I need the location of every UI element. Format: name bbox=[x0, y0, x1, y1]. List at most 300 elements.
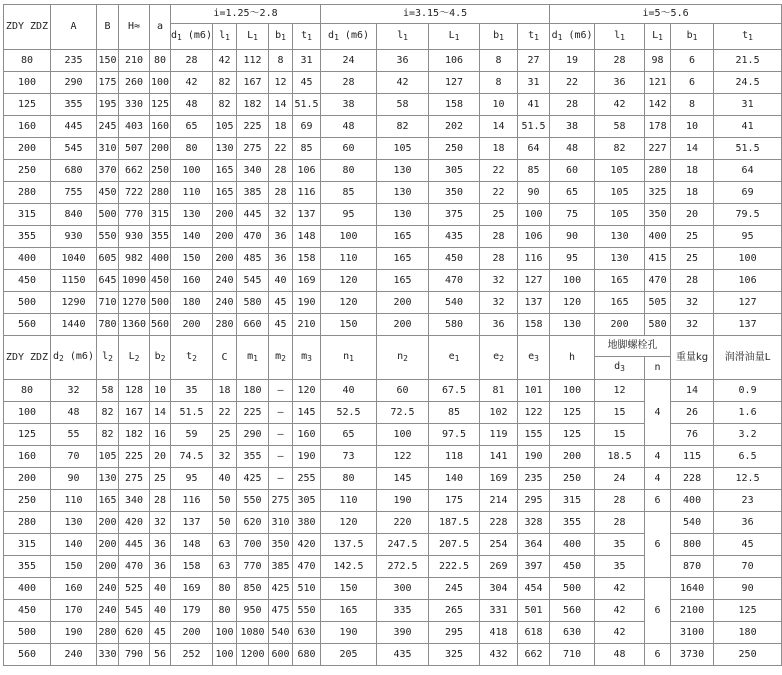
table-cell: 12 bbox=[595, 380, 645, 402]
table-cell: 28 bbox=[150, 490, 171, 512]
table-cell: 28 bbox=[595, 490, 645, 512]
lower-col-header: h bbox=[550, 336, 595, 380]
table-cell: 560 bbox=[150, 314, 171, 336]
table-cell: 200 bbox=[4, 468, 51, 490]
bolt-count-cell: 4 bbox=[645, 446, 671, 468]
table-cell: 662 bbox=[518, 644, 550, 666]
table-cell: 36 bbox=[714, 512, 782, 534]
table-cell: 116 bbox=[293, 182, 321, 204]
table-cell: 116 bbox=[171, 490, 213, 512]
table-cell: 31 bbox=[293, 50, 321, 72]
table-cell: 85 bbox=[429, 402, 480, 424]
table-cell: 200 bbox=[97, 556, 119, 578]
table-cell: 24 bbox=[321, 50, 377, 72]
table-cell: 160 bbox=[4, 116, 51, 138]
table-cell: 400 bbox=[550, 534, 595, 556]
table-cell: 116 bbox=[518, 248, 550, 270]
table-cell: 214 bbox=[480, 490, 518, 512]
table-cell: 1040 bbox=[51, 248, 97, 270]
table-cell: 950 bbox=[237, 600, 269, 622]
table-cell: 10 bbox=[150, 380, 171, 402]
table-cell: 330 bbox=[119, 94, 150, 116]
table-cell: 80 bbox=[213, 600, 237, 622]
table-cell: 202 bbox=[429, 116, 480, 138]
table-cell: 32 bbox=[269, 204, 293, 226]
lower-col-header: $m_2$ bbox=[269, 336, 293, 380]
table-cell: 397 bbox=[518, 556, 550, 578]
table-cell: 15 bbox=[595, 424, 645, 446]
table-cell: 660 bbox=[237, 314, 269, 336]
lower-table-row bbox=[4, 644, 782, 666]
table-cell: 72.5 bbox=[377, 402, 429, 424]
upper-sub-header: $t_1$ bbox=[293, 24, 321, 50]
table-cell: 255 bbox=[293, 468, 321, 490]
table-cell: 200 bbox=[377, 314, 429, 336]
table-cell: 122 bbox=[377, 446, 429, 468]
table-cell: 245 bbox=[429, 578, 480, 600]
table-cell: 3.2 bbox=[714, 424, 782, 446]
table-cell: 710 bbox=[550, 644, 595, 666]
table-cell: 560 bbox=[550, 600, 595, 622]
bolt-count-cell: 4 bbox=[645, 380, 671, 446]
upper-sub-header: $b_1$ bbox=[269, 24, 293, 50]
ratio-group-header: i=1.25～2.8 bbox=[171, 5, 321, 24]
table-cell: 120 bbox=[550, 292, 595, 314]
table-cell: 105 bbox=[213, 116, 237, 138]
table-cell: 450 bbox=[150, 270, 171, 292]
table-cell: 28 bbox=[550, 94, 595, 116]
table-cell: 1640 bbox=[671, 578, 714, 600]
table-cell: 158 bbox=[429, 94, 480, 116]
table-cell: 190 bbox=[51, 622, 97, 644]
table-cell: 1080 bbox=[237, 622, 269, 644]
foot-bolt-header: 地脚螺栓孔 bbox=[595, 336, 671, 357]
bolt-count-cell: 6 bbox=[645, 644, 671, 666]
upper-sub-header: $d_1$ (m6) bbox=[171, 24, 213, 50]
table-cell: 105 bbox=[595, 182, 645, 204]
table-cell: 315 bbox=[4, 534, 51, 556]
table-cell: 80 bbox=[4, 380, 51, 402]
table-cell: 137.5 bbox=[321, 534, 377, 556]
table-cell: 85 bbox=[293, 138, 321, 160]
table-cell: 51.5 bbox=[293, 94, 321, 116]
table-cell: 507 bbox=[119, 138, 150, 160]
table-cell: 160 bbox=[4, 446, 51, 468]
table-cell: 64 bbox=[518, 138, 550, 160]
table-cell: 380 bbox=[293, 512, 321, 534]
table-cell: 158 bbox=[171, 556, 213, 578]
upper-table-row bbox=[4, 182, 782, 204]
table-cell: 200 bbox=[377, 292, 429, 314]
table-cell: 100 bbox=[171, 160, 213, 182]
upper-table-row bbox=[4, 270, 782, 292]
table-cell: 140 bbox=[51, 534, 97, 556]
table-cell: 105 bbox=[97, 446, 119, 468]
table-cell: 1090 bbox=[119, 270, 150, 292]
upper-sub-header: $d_1$ (m6) bbox=[321, 24, 377, 50]
bolt-count-cell: 6 bbox=[645, 490, 671, 512]
table-cell: 290 bbox=[237, 424, 269, 446]
table-cell: 400 bbox=[4, 578, 51, 600]
table-cell: 148 bbox=[171, 534, 213, 556]
table-cell: 328 bbox=[518, 512, 550, 534]
upper-sub-header: $L_1$ bbox=[237, 24, 269, 50]
table-cell: 100 bbox=[321, 226, 377, 248]
table-cell: 140 bbox=[171, 226, 213, 248]
upper-table-row bbox=[4, 314, 782, 336]
table-cell: 304 bbox=[480, 578, 518, 600]
table-cell: 235 bbox=[51, 50, 97, 72]
table-cell: 80 bbox=[213, 578, 237, 600]
table-cell: 82 bbox=[213, 72, 237, 94]
table-cell: 18 bbox=[671, 160, 714, 182]
table-cell: 250 bbox=[4, 490, 51, 512]
table-cell: 28 bbox=[480, 226, 518, 248]
table-cell: 28 bbox=[671, 270, 714, 292]
table-cell: 100 bbox=[213, 622, 237, 644]
table-cell: 100 bbox=[213, 644, 237, 666]
upper-sub-header: $t_1$ bbox=[714, 24, 782, 50]
table-cell: 6 bbox=[671, 72, 714, 94]
table-cell: 82 bbox=[97, 402, 119, 424]
table-cell: 65 bbox=[550, 182, 595, 204]
table-cell: 400 bbox=[645, 226, 671, 248]
table-cell: 435 bbox=[429, 226, 480, 248]
table-cell: 169 bbox=[480, 468, 518, 490]
table-cell: 32 bbox=[480, 270, 518, 292]
table-cell: 50 bbox=[213, 512, 237, 534]
table-cell: 330 bbox=[97, 644, 119, 666]
table-cell: 95 bbox=[321, 204, 377, 226]
table-cell: 375 bbox=[429, 204, 480, 226]
table-cell: 770 bbox=[237, 556, 269, 578]
table-cell: 120 bbox=[321, 270, 377, 292]
table-cell: 200 bbox=[550, 446, 595, 468]
table-cell: 505 bbox=[645, 292, 671, 314]
table-cell: 28 bbox=[321, 72, 377, 94]
upper-table-row bbox=[4, 248, 782, 270]
table-cell: 930 bbox=[119, 226, 150, 248]
lower-col-header: $L_2$ bbox=[119, 336, 150, 380]
table-cell: 305 bbox=[293, 490, 321, 512]
table-cell: 400 bbox=[671, 490, 714, 512]
table-cell: 42 bbox=[377, 72, 429, 94]
table-cell: 45 bbox=[269, 292, 293, 314]
table-cell: 500 bbox=[97, 204, 119, 226]
table-cell: 42 bbox=[213, 50, 237, 72]
table-cell: 290 bbox=[51, 72, 97, 94]
table-cell: 280 bbox=[4, 512, 51, 534]
lower-table-row bbox=[4, 578, 782, 600]
table-cell: 125 bbox=[714, 600, 782, 622]
table-cell: 500 bbox=[4, 292, 51, 314]
table-cell: 205 bbox=[321, 644, 377, 666]
table-cell: 210 bbox=[293, 314, 321, 336]
table-cell: 240 bbox=[51, 644, 97, 666]
table-cell: 42 bbox=[595, 622, 645, 644]
table-cell: 150 bbox=[171, 248, 213, 270]
table-cell: 620 bbox=[237, 512, 269, 534]
table-cell: 269 bbox=[480, 556, 518, 578]
table-cell: 125 bbox=[150, 94, 171, 116]
table-cell: 470 bbox=[237, 226, 269, 248]
table-cell: 137 bbox=[293, 204, 321, 226]
table-cell: 65 bbox=[171, 116, 213, 138]
table-cell: 18 bbox=[480, 138, 518, 160]
table-cell: 45 bbox=[293, 72, 321, 94]
table-cell: 32 bbox=[51, 380, 97, 402]
table-cell: 63 bbox=[213, 556, 237, 578]
table-cell: 32 bbox=[213, 446, 237, 468]
table-cell: 100 bbox=[4, 402, 51, 424]
table-cell: 8 bbox=[269, 50, 293, 72]
table-cell: 14 bbox=[269, 94, 293, 116]
table-cell: 475 bbox=[269, 600, 293, 622]
table-cell: — bbox=[269, 424, 293, 446]
table-cell: 36 bbox=[269, 248, 293, 270]
table-cell: — bbox=[269, 402, 293, 424]
table-cell: 16 bbox=[150, 424, 171, 446]
table-cell: 82 bbox=[595, 138, 645, 160]
table-cell: 102 bbox=[480, 402, 518, 424]
table-cell: 32 bbox=[480, 292, 518, 314]
table-cell: 680 bbox=[51, 160, 97, 182]
table-cell: 115 bbox=[671, 446, 714, 468]
table-cell: 41 bbox=[714, 116, 782, 138]
table-cell: 350 bbox=[429, 182, 480, 204]
table-cell: 165 bbox=[213, 182, 237, 204]
table-cell: 305 bbox=[429, 160, 480, 182]
table-cell: 15 bbox=[595, 402, 645, 424]
table-cell: 355 bbox=[4, 556, 51, 578]
table-cell: 260 bbox=[119, 72, 150, 94]
table-cell: 210 bbox=[119, 50, 150, 72]
table-cell: 8 bbox=[480, 50, 518, 72]
table-cell: 28 bbox=[269, 182, 293, 204]
table-cell: 80 bbox=[4, 50, 51, 72]
table-cell: 364 bbox=[518, 534, 550, 556]
table-cell: 190 bbox=[321, 622, 377, 644]
table-cell: 26 bbox=[671, 402, 714, 424]
table-cell: 52.5 bbox=[321, 402, 377, 424]
table-cell: 32 bbox=[150, 512, 171, 534]
table-cell: 130 bbox=[377, 160, 429, 182]
upper-col-header: H≈ bbox=[119, 5, 150, 50]
table-cell: 63 bbox=[213, 534, 237, 556]
upper-sub-header: $l_1$ bbox=[213, 24, 237, 50]
table-cell: 195 bbox=[97, 94, 119, 116]
table-cell: 38 bbox=[550, 116, 595, 138]
table-cell: 227 bbox=[645, 138, 671, 160]
table-cell: 14 bbox=[671, 138, 714, 160]
table-cell: 200 bbox=[213, 226, 237, 248]
table-cell: 275 bbox=[119, 468, 150, 490]
upper-col-header: A bbox=[51, 5, 97, 50]
table-cell: 22 bbox=[480, 182, 518, 204]
table-cell: 1290 bbox=[51, 292, 97, 314]
table-cell: 680 bbox=[293, 644, 321, 666]
table-cell: 1.6 bbox=[714, 402, 782, 424]
table-cell: 580 bbox=[237, 292, 269, 314]
table-cell: 450 bbox=[429, 248, 480, 270]
table-cell: 25 bbox=[213, 424, 237, 446]
table-cell: 22 bbox=[480, 160, 518, 182]
table-cell: 35 bbox=[595, 556, 645, 578]
table-cell: 121 bbox=[645, 72, 671, 94]
table-cell: 500 bbox=[150, 292, 171, 314]
table-cell: 310 bbox=[97, 138, 119, 160]
table-cell: 40 bbox=[269, 270, 293, 292]
table-cell: 385 bbox=[269, 556, 293, 578]
table-cell: 110 bbox=[51, 490, 97, 512]
table-cell: 6.5 bbox=[714, 446, 782, 468]
table-cell: 31 bbox=[518, 72, 550, 94]
table-cell: 540 bbox=[269, 622, 293, 644]
lower-col-header: $b_2$ bbox=[150, 336, 171, 380]
lower-col-header: $e_2$ bbox=[480, 336, 518, 380]
table-cell: 252 bbox=[171, 644, 213, 666]
table-cell: 580 bbox=[429, 314, 480, 336]
table-cell: 265 bbox=[429, 600, 480, 622]
table-cell: 180 bbox=[237, 380, 269, 402]
table-cell: 454 bbox=[518, 578, 550, 600]
table-cell: 106 bbox=[293, 160, 321, 182]
table-cell: 485 bbox=[237, 248, 269, 270]
table-cell: 14 bbox=[150, 402, 171, 424]
upper-table-row bbox=[4, 72, 782, 94]
table-cell: 110 bbox=[321, 490, 377, 512]
table-cell: 350 bbox=[269, 534, 293, 556]
table-cell: 1150 bbox=[51, 270, 97, 292]
table-cell: 20 bbox=[671, 204, 714, 226]
ratio-group-header: i=5～5.6 bbox=[550, 5, 782, 24]
table-cell: 275 bbox=[269, 490, 293, 512]
table-cell: 169 bbox=[171, 578, 213, 600]
table-cell: 175 bbox=[97, 72, 119, 94]
table-cell: 355 bbox=[4, 226, 51, 248]
table-cell: 167 bbox=[237, 72, 269, 94]
table-cell: 400 bbox=[4, 248, 51, 270]
table-cell: 130 bbox=[213, 138, 237, 160]
upper-table-row bbox=[4, 50, 782, 72]
table-cell: 245 bbox=[97, 116, 119, 138]
table-cell: 510 bbox=[293, 578, 321, 600]
table-cell: 550 bbox=[237, 490, 269, 512]
table-cell: 69 bbox=[714, 182, 782, 204]
table-cell: 390 bbox=[377, 622, 429, 644]
lower-col-header: $d_2$ (m6) bbox=[51, 336, 97, 380]
table-cell: 225 bbox=[237, 116, 269, 138]
table-cell: 247.5 bbox=[377, 534, 429, 556]
table-cell: 105 bbox=[377, 138, 429, 160]
table-cell: 60 bbox=[321, 138, 377, 160]
table-cell: 500 bbox=[4, 622, 51, 644]
table-cell: 240 bbox=[213, 270, 237, 292]
table-cell: 28 bbox=[595, 50, 645, 72]
table-cell: 560 bbox=[4, 314, 51, 336]
table-cell: 19 bbox=[550, 50, 595, 72]
table-cell: 800 bbox=[671, 534, 714, 556]
lower-col-header: $t_2$ bbox=[171, 336, 213, 380]
table-cell: 27 bbox=[518, 50, 550, 72]
table-cell: 142.5 bbox=[321, 556, 377, 578]
table-cell: 42 bbox=[595, 600, 645, 622]
table-cell: 340 bbox=[237, 160, 269, 182]
table-cell: 403 bbox=[119, 116, 150, 138]
table-cell: 2100 bbox=[671, 600, 714, 622]
table-cell: 340 bbox=[119, 490, 150, 512]
table-cell: 280 bbox=[4, 182, 51, 204]
table-cell: 200 bbox=[171, 622, 213, 644]
table-cell: 445 bbox=[237, 204, 269, 226]
table-cell: 331 bbox=[480, 600, 518, 622]
foot-bolt-sub-header: $d_3$ bbox=[595, 357, 645, 380]
table-cell: 415 bbox=[645, 248, 671, 270]
table-cell: 22 bbox=[269, 138, 293, 160]
table-cell: 100 bbox=[550, 380, 595, 402]
table-cell: 150 bbox=[321, 314, 377, 336]
table-cell: 65 bbox=[321, 424, 377, 446]
table-cell: 250 bbox=[429, 138, 480, 160]
foot-bolt-sub-header: n bbox=[645, 357, 671, 380]
table-cell: 130 bbox=[595, 248, 645, 270]
table-cell: 101 bbox=[518, 380, 550, 402]
table-cell: 355 bbox=[237, 446, 269, 468]
upper-table-row bbox=[4, 94, 782, 116]
table-cell: 80 bbox=[171, 138, 213, 160]
table-cell: 545 bbox=[237, 270, 269, 292]
table-cell: 48 bbox=[550, 138, 595, 160]
table-cell: 420 bbox=[119, 512, 150, 534]
table-cell: 82 bbox=[377, 116, 429, 138]
table-cell: 81 bbox=[480, 380, 518, 402]
table-cell: 150 bbox=[51, 556, 97, 578]
table-cell: 450 bbox=[4, 270, 51, 292]
table-cell: 722 bbox=[119, 182, 150, 204]
table-cell: 25 bbox=[150, 468, 171, 490]
table-cell: 90 bbox=[714, 578, 782, 600]
table-cell: 18 bbox=[213, 380, 237, 402]
table-cell: 250 bbox=[4, 160, 51, 182]
table-cell: 48 bbox=[321, 116, 377, 138]
table-cell: 870 bbox=[671, 556, 714, 578]
table-cell: 545 bbox=[119, 600, 150, 622]
table-cell: 295 bbox=[518, 490, 550, 512]
table-cell: 179 bbox=[171, 600, 213, 622]
table-cell: 225 bbox=[237, 402, 269, 424]
table-cell: 97.5 bbox=[429, 424, 480, 446]
table-cell: 645 bbox=[97, 270, 119, 292]
table-cell: 450 bbox=[97, 182, 119, 204]
lower-col-header: $e_3$ bbox=[518, 336, 550, 380]
table-cell: 137 bbox=[714, 314, 782, 336]
table-cell: 180 bbox=[171, 292, 213, 314]
table-cell: 36 bbox=[150, 534, 171, 556]
table-cell: 254 bbox=[480, 534, 518, 556]
table-cell: 48 bbox=[171, 94, 213, 116]
upper-table-row bbox=[4, 292, 782, 314]
table-cell: 58 bbox=[97, 380, 119, 402]
table-cell: 21.5 bbox=[714, 50, 782, 72]
table-cell: 190 bbox=[377, 490, 429, 512]
table-cell: 127 bbox=[518, 270, 550, 292]
table-cell: 207.5 bbox=[429, 534, 480, 556]
table-cell: 20 bbox=[150, 446, 171, 468]
table-cell: 235 bbox=[518, 468, 550, 490]
table-cell: 187.5 bbox=[429, 512, 480, 534]
table-cell: 56 bbox=[150, 644, 171, 666]
lower-col-header: $m_3$ bbox=[293, 336, 321, 380]
